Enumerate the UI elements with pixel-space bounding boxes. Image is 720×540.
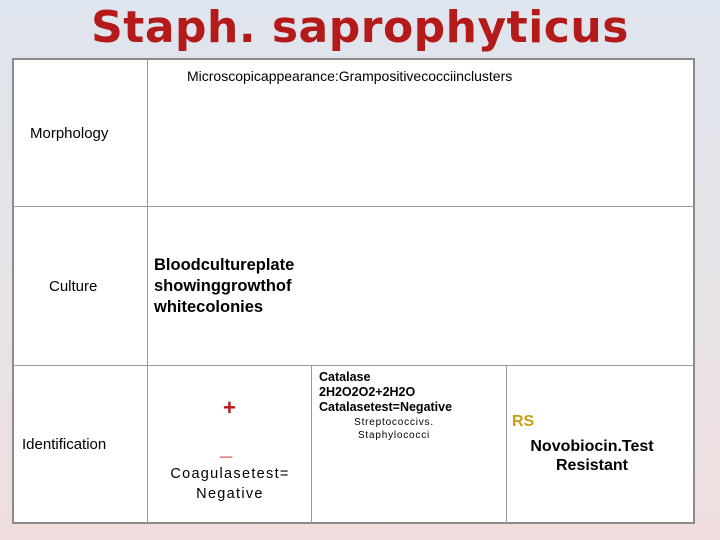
rs-badge: RS: [512, 413, 535, 430]
morphology-label: Morphology: [30, 125, 109, 142]
novobiocin-line: Resistant: [555, 457, 629, 474]
plus-symbol: +: [223, 395, 236, 420]
catalase-note-line: Streptococcivs.: [354, 417, 434, 428]
catalase-line: Catalasetest=Negative: [319, 400, 453, 414]
culture-line: whitecolonies: [154, 298, 264, 316]
row-divider-2: [14, 365, 695, 366]
catalase-line: Catalase: [319, 370, 371, 384]
coagulase-line: Negative: [196, 486, 264, 502]
microscopic-appearance-text: Microscopicappearance:Grampositivecocciinclusters: [187, 68, 513, 84]
page-title: Staph. saprophyticus: [91, 2, 629, 53]
culture-label: Culture: [49, 278, 98, 295]
coagulase-result: [150, 464, 310, 504]
novobiocin-line: Novobiocin.Test: [530, 438, 654, 455]
row-divider-1: [14, 206, 695, 207]
identification-table: [12, 58, 695, 524]
catalase-test: [319, 370, 452, 415]
column-divider-2: [311, 365, 312, 524]
culture-line: showinggrowthof: [154, 277, 292, 295]
novobiocin-test: [512, 437, 672, 475]
column-divider-1: [147, 60, 148, 524]
culture-description: [154, 255, 294, 318]
coagulase-line: Coagulasetest=: [170, 466, 290, 482]
identification-label: Identification: [22, 436, 107, 453]
minus-symbol: _: [220, 435, 233, 460]
catalase-equation: 2H2O2O2+2H2O: [319, 385, 416, 399]
column-divider-3: [506, 365, 507, 524]
catalase-note: [339, 416, 449, 442]
culture-line: Bloodcultureplate: [154, 256, 295, 274]
catalase-note-line: Staphylococci: [357, 430, 431, 441]
